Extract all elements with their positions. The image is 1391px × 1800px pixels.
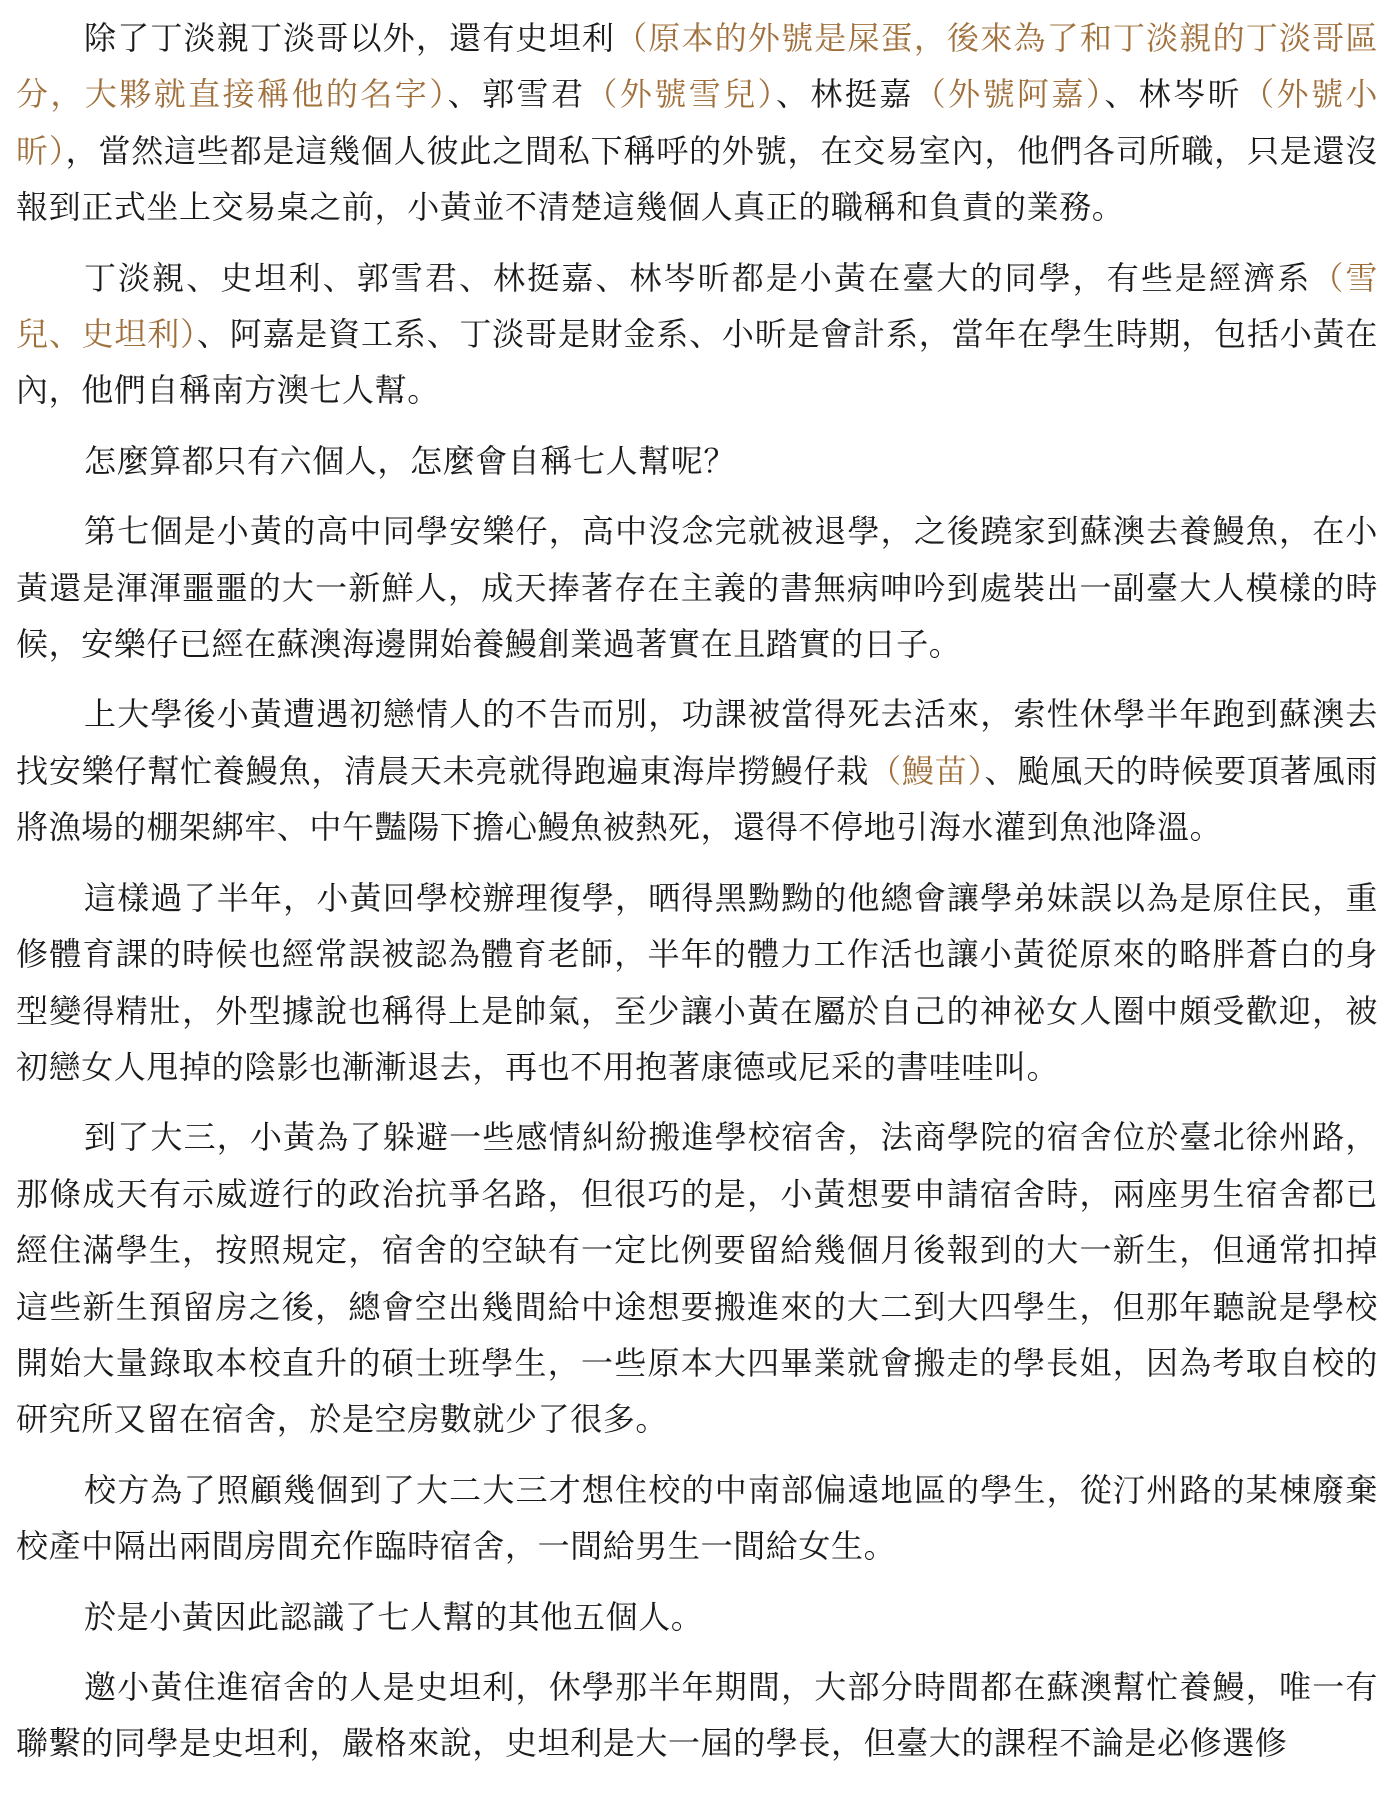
paragraph-4 <box>16 503 1378 672</box>
text-run: 這樣過了半年，小黃回學校辦理復學，晒得黑黝黝的他總會讓學弟妹誤以為是原住民，重修體育課的時候也經常誤被認為體育老師，半年的體力工作活也讓小黃從原來的略胖蒼白的身型變得精壯，外型據說也稱得上是帥氣，至少讓小黃在屬於自己的神祕女人圈中頗受歡迎，被初戀女人甩掉的陰影也漸漸退去，再也不用抱著康德或尼采的書哇哇叫。 <box>16 878 1378 1086</box>
text-run: 丁淡親、史坦利、郭雪君、林挺嘉、林岑昕都是小黃在臺大的同學，有些是經濟系 <box>84 258 1312 297</box>
text-run: 、郭雪君 <box>447 75 586 114</box>
paragraph-5 <box>16 686 1378 855</box>
document-page <box>16 10 1378 1790</box>
annotation-text: （外號雪兒） <box>585 75 776 114</box>
text-run: 於是小黃因此認識了七人幫的其他五個人。 <box>84 1597 704 1636</box>
annotation-text: （外號阿嘉） <box>913 75 1105 114</box>
text-run: 第七個是小黃的高中同學安樂仔，高中沒念完就被退學，之後蹺家到蘇澳去養鰻魚，在小黃還是渾渾噩噩的大一新鮮人，成天捧著存在主義的書無病呻吟到處裝出一副臺大人模樣的時候，安樂仔已經在蘇澳海邊開始養鰻創業過著實在且踏實的日子。 <box>16 512 1378 664</box>
paragraph-9 <box>16 1589 1378 1645</box>
paragraph-2 <box>16 250 1378 419</box>
annotation-text: （外號小昕） <box>16 75 1378 170</box>
text-run: 邀小黃住進宿舍的人是史坦利，休學那半年期間，大部分時間都在蘇澳幫忙養鰻，唯一有聯繫的同學是史坦利，嚴格來說，史坦利是大一屆的學長，但臺大的課程不論是必修選修 <box>16 1667 1378 1763</box>
annotation-text: （原本的外號是屎蛋，後來為了和丁淡親的丁淡哥區分，大夥就直接稱他的名字） <box>16 19 1378 114</box>
paragraph-7 <box>16 1109 1378 1447</box>
paragraph-6 <box>16 870 1378 1096</box>
paragraph-1 <box>16 10 1378 236</box>
annotation-text: （雪兒、史坦利） <box>16 258 1378 354</box>
text-run: 、颱風天的時候要頂著風雨將漁場的棚架綁牢、中午豔陽下擔心鰻魚被熱死，還得不停地引海水灌到魚池降溫。 <box>16 751 1378 847</box>
paragraph-10 <box>16 1659 1378 1772</box>
text-run: ，當然這些都是這幾個人彼此之間私下稱呼的外號，在交易室內，他們各司所職，只是還沒報到正式坐上交易桌之前，小黃並不清楚這幾個人真正的職稱和負責的業務。 <box>16 131 1378 227</box>
text-run: 除了丁淡親丁淡哥以外，還有史坦利 <box>84 19 616 57</box>
text-run: 、林挺嘉 <box>776 75 914 114</box>
paragraph-8 <box>16 1462 1378 1575</box>
text-run: 校方為了照顧幾個到了大二大三才想住校的中南部偏遠地區的學生，從汀州路的某棟廢棄校產中隔出兩間房間充作臨時宿舍，一間給男生一間給女生。 <box>16 1470 1378 1566</box>
text-run: 怎麼算都只有六個人，怎麼會自稱七人幫呢？ <box>84 441 737 480</box>
text-run: 、林岑昕 <box>1104 75 1243 114</box>
paragraph-3 <box>16 433 1378 489</box>
text-run: 上大學後小黃遭遇初戀情人的不告而別，功課被當得死去活來，索性休學半年跑到蘇澳去找安樂仔幫忙養鰻魚，清晨天未亮就得跑遍東海岸撈鰻仔栽 <box>16 695 1378 790</box>
text-run: 到了大三，小黃為了躲避一些感情糾紛搬進學校宿舍，法商學院的宿舍位於臺北徐州路，那條成天有示威遊行的政治抗爭名路，但很巧的是，小黃想要申請宿舍時，兩座男生宿舍都已經住滿學生，按照規定，宿舍的空缺有一定比例要留給幾個月後報到的大一新生，但通常扣掉這些新生預留房之後，總會空出幾間給中途想要搬進來的大二到大四學生，但那年聽說是學校開始大量錄取本校直升的碩士班學生，一些原本大四畢業就會搬走的學長姐，因為考取自校的研究所又留在宿舍，於是空房數就少了很多。 <box>16 1118 1378 1439</box>
text-run: 、阿嘉是資工系、丁淡哥是財金系、小昕是會計系，當年在學生時期，包括小黃在內，他們自稱南方澳七人幫。 <box>16 315 1378 410</box>
annotation-text: （鰻苗） <box>869 751 985 790</box>
